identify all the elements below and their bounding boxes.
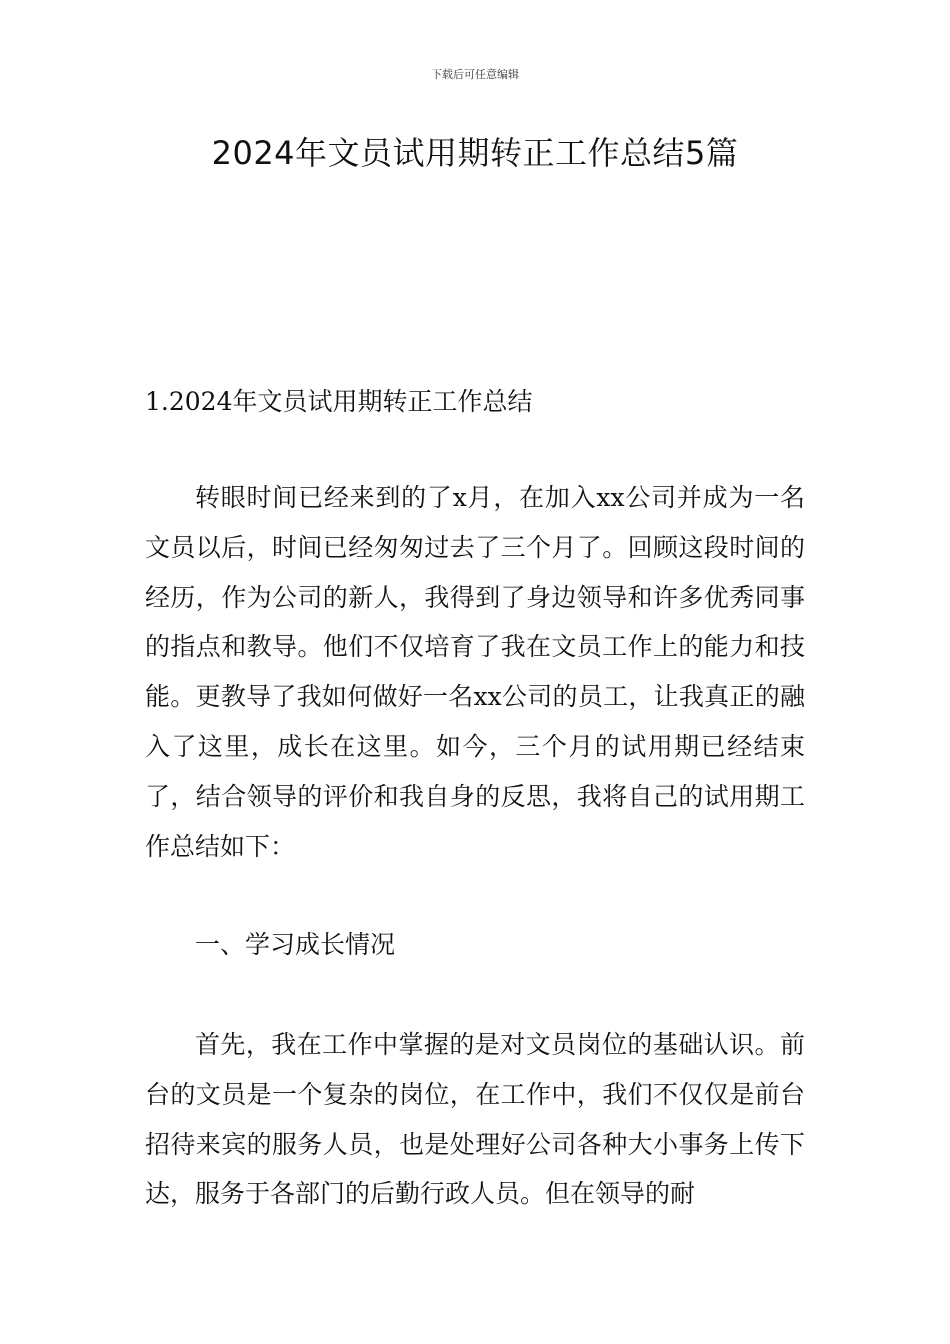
- header-note: 下载后可任意编辑: [431, 68, 519, 81]
- paragraph-intro: 转眼时间已经来到的了x月，在加入xx公司并成为一名文员以后，时间已经匆匆过去了三个月了。回顾这段时间的经历，作为公司的新人，我得到了身边领导和许多优秀同事的指点和教导。他们不仅培育了我在文员工作上的能力和技能。更教导了我如何做好一名xx公司的员工，让我真正的融入了这里，成长在这里。如今，三个月的试用期已经结束了，结合领导的评价和我自身的反思，我将自己的试用期工作总结如下：: [145, 483, 805, 861]
- section-heading: 1.2024年文员试用期转正工作总结: [145, 387, 533, 416]
- paragraph-learning: 首先，我在工作中掌握的是对文员岗位的基础认识。前台的文员是一个复杂的岗位，在工作中，我们不仅仅是前台招待来宾的服务人员，也是处理好公司各种大小事务上传下达，服务于各部门的后勤行政人员。但在领导的耐: [145, 1030, 805, 1209]
- subheading-learning-growth: 一、学习成长情况: [195, 930, 396, 959]
- document-title: 2024年文员试用期转正工作总结5篇: [211, 134, 739, 172]
